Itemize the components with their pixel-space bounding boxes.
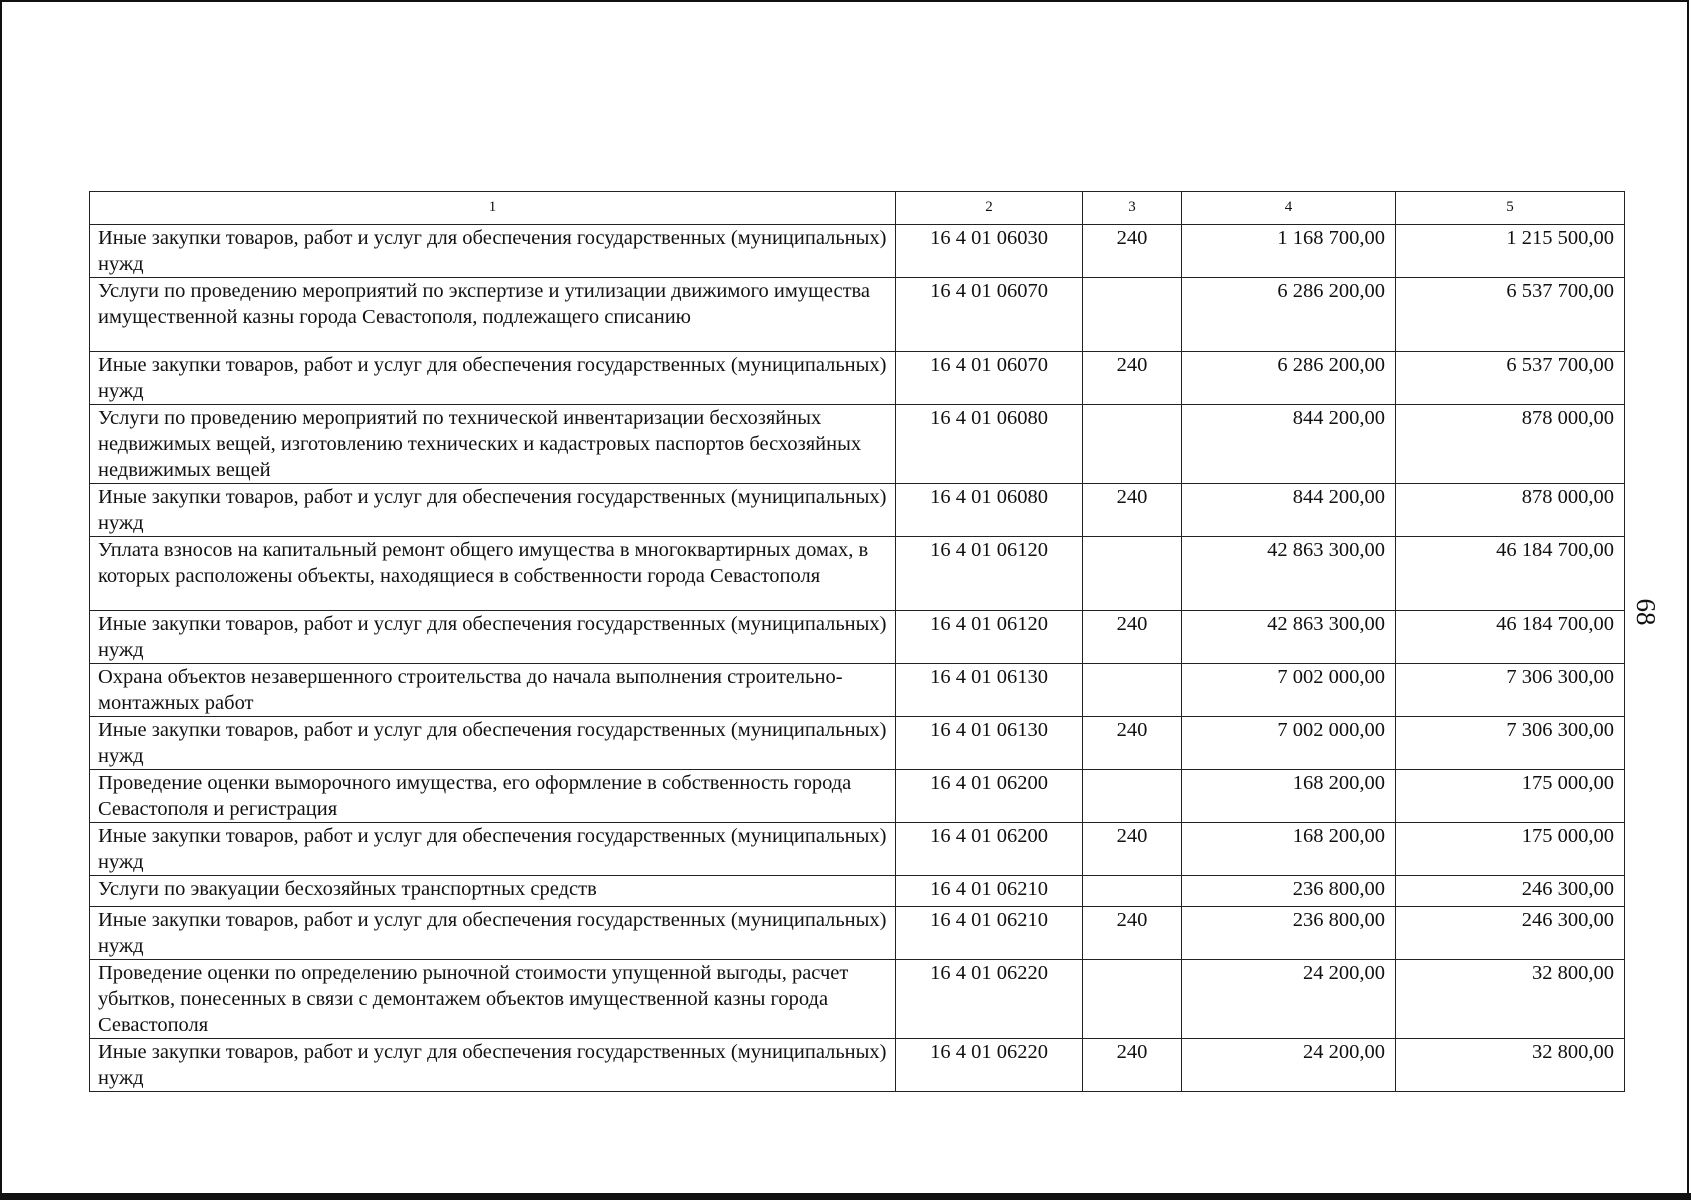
table-row [90, 907, 1625, 960]
cell-amount-year2: 878 000,00 [1396, 484, 1625, 537]
cell-kvr [1083, 876, 1182, 907]
table-body [90, 225, 1625, 1092]
cell-amount-year2: 7 306 300,00 [1396, 664, 1625, 717]
cell-kvr: 240 [1083, 907, 1182, 960]
header-col-4: 4 [1182, 192, 1396, 225]
cell-amount-year1: 168 200,00 [1182, 823, 1396, 876]
cell-amount-year1: 6 286 200,00 [1182, 278, 1396, 352]
table-row [90, 770, 1625, 823]
cell-name: Проведение оценки по определению рыночной стоимости упущенной выгоды, расчет убытков, понесенных в связи с демонтажем объектов имущественной казны города Севастополя [90, 960, 896, 1039]
cell-amount-year1: 6 286 200,00 [1182, 352, 1396, 405]
cell-name: Уплата взносов на капитальный ремонт общего имущества в многоквартирных домах, в которых расположены объекты, находящиеся в собственности города Севастополя [90, 537, 896, 611]
cell-amount-year2: 175 000,00 [1396, 770, 1625, 823]
cell-kvr: 240 [1083, 823, 1182, 876]
page-number: 68 [1631, 598, 1661, 626]
cell-code: 16 4 01 06120 [896, 611, 1083, 664]
table-row [90, 484, 1625, 537]
cell-kvr [1083, 405, 1182, 484]
cell-amount-year1: 42 863 300,00 [1182, 537, 1396, 611]
cell-amount-year1: 42 863 300,00 [1182, 611, 1396, 664]
cell-code: 16 4 01 06080 [896, 405, 1083, 484]
cell-name: Иные закупки товаров, работ и услуг для обеспечения государственных (муниципальных) нужд [90, 484, 896, 537]
cell-amount-year2: 6 537 700,00 [1396, 278, 1625, 352]
cell-code: 16 4 01 06210 [896, 876, 1083, 907]
cell-name: Иные закупки товаров, работ и услуг для обеспечения государственных (муниципальных) нужд [90, 823, 896, 876]
cell-name: Услуги по проведению мероприятий по экспертизе и утилизации движимого имущества имущественной казны города Севастополя, подлежащего списанию [90, 278, 896, 352]
cell-amount-year1: 1 168 700,00 [1182, 225, 1396, 278]
cell-name: Иные закупки товаров, работ и услуг для обеспечения государственных (муниципальных) нужд [90, 1039, 896, 1092]
table-header [90, 192, 1625, 225]
cell-kvr [1083, 537, 1182, 611]
cell-kvr [1083, 278, 1182, 352]
cell-amount-year1: 844 200,00 [1182, 405, 1396, 484]
cell-code: 16 4 01 06080 [896, 484, 1083, 537]
cell-name: Иные закупки товаров, работ и услуг для обеспечения государственных (муниципальных) нужд [90, 717, 896, 770]
cell-amount-year2: 7 306 300,00 [1396, 717, 1625, 770]
cell-kvr: 240 [1083, 225, 1182, 278]
cell-code: 16 4 01 06120 [896, 537, 1083, 611]
cell-amount-year2: 246 300,00 [1396, 876, 1625, 907]
cell-name: Иные закупки товаров, работ и услуг для обеспечения государственных (муниципальных) нужд [90, 907, 896, 960]
cell-amount-year1: 24 200,00 [1182, 960, 1396, 1039]
page-bottom-edge [0, 1193, 1691, 1200]
table-row [90, 225, 1625, 278]
cell-name: Иные закупки товаров, работ и услуг для обеспечения государственных (муниципальных) нужд [90, 352, 896, 405]
cell-name: Услуги по проведению мероприятий по технической инвентаризации бесхозяйных недвижимых вещей, изготовлению технических и кадастровых паспортов бесхозяйных недвижимых вещей [90, 405, 896, 484]
table-row [90, 537, 1625, 611]
cell-amount-year1: 7 002 000,00 [1182, 664, 1396, 717]
cell-kvr: 240 [1083, 611, 1182, 664]
cell-kvr: 240 [1083, 717, 1182, 770]
budget-table [89, 191, 1625, 1092]
table-row [90, 823, 1625, 876]
cell-code: 16 4 01 06200 [896, 770, 1083, 823]
cell-kvr: 240 [1083, 1039, 1182, 1092]
cell-code: 16 4 01 06130 [896, 717, 1083, 770]
cell-amount-year2: 46 184 700,00 [1396, 537, 1625, 611]
header-col-2: 2 [896, 192, 1083, 225]
cell-amount-year2: 1 215 500,00 [1396, 225, 1625, 278]
table-row [90, 960, 1625, 1039]
cell-name: Проведение оценки выморочного имущества, его оформление в собственность города Севастополя и регистрация [90, 770, 896, 823]
cell-kvr [1083, 664, 1182, 717]
table-row [90, 611, 1625, 664]
table-row [90, 1039, 1625, 1092]
cell-amount-year1: 168 200,00 [1182, 770, 1396, 823]
cell-code: 16 4 01 06220 [896, 960, 1083, 1039]
cell-code: 16 4 01 06200 [896, 823, 1083, 876]
cell-amount-year1: 7 002 000,00 [1182, 717, 1396, 770]
cell-amount-year2: 32 800,00 [1396, 1039, 1625, 1092]
header-col-5: 5 [1396, 192, 1625, 225]
cell-code: 16 4 01 06030 [896, 225, 1083, 278]
cell-amount-year1: 236 800,00 [1182, 907, 1396, 960]
table-row [90, 278, 1625, 352]
header-col-3: 3 [1083, 192, 1182, 225]
cell-amount-year1: 24 200,00 [1182, 1039, 1396, 1092]
cell-name: Иные закупки товаров, работ и услуг для обеспечения государственных (муниципальных) нужд [90, 225, 896, 278]
cell-code: 16 4 01 06130 [896, 664, 1083, 717]
cell-kvr: 240 [1083, 484, 1182, 537]
table-row [90, 664, 1625, 717]
header-col-1: 1 [90, 192, 896, 225]
cell-code: 16 4 01 06210 [896, 907, 1083, 960]
cell-amount-year2: 46 184 700,00 [1396, 611, 1625, 664]
cell-kvr [1083, 770, 1182, 823]
cell-name: Услуги по эвакуации бесхозяйных транспортных средств [90, 876, 896, 907]
cell-amount-year1: 844 200,00 [1182, 484, 1396, 537]
cell-name: Иные закупки товаров, работ и услуг для обеспечения государственных (муниципальных) нужд [90, 611, 896, 664]
header-row [90, 192, 1625, 225]
cell-name: Охрана объектов незавершенного строительства до начала выполнения строительно-монтажных работ [90, 664, 896, 717]
cell-amount-year2: 878 000,00 [1396, 405, 1625, 484]
cell-amount-year2: 32 800,00 [1396, 960, 1625, 1039]
cell-code: 16 4 01 06220 [896, 1039, 1083, 1092]
cell-kvr [1083, 960, 1182, 1039]
cell-amount-year2: 246 300,00 [1396, 907, 1625, 960]
table-row [90, 876, 1625, 907]
table-row [90, 352, 1625, 405]
cell-amount-year2: 175 000,00 [1396, 823, 1625, 876]
cell-code: 16 4 01 06070 [896, 278, 1083, 352]
cell-kvr: 240 [1083, 352, 1182, 405]
table-row [90, 717, 1625, 770]
cell-code: 16 4 01 06070 [896, 352, 1083, 405]
cell-amount-year1: 236 800,00 [1182, 876, 1396, 907]
cell-amount-year2: 6 537 700,00 [1396, 352, 1625, 405]
table-row [90, 405, 1625, 484]
